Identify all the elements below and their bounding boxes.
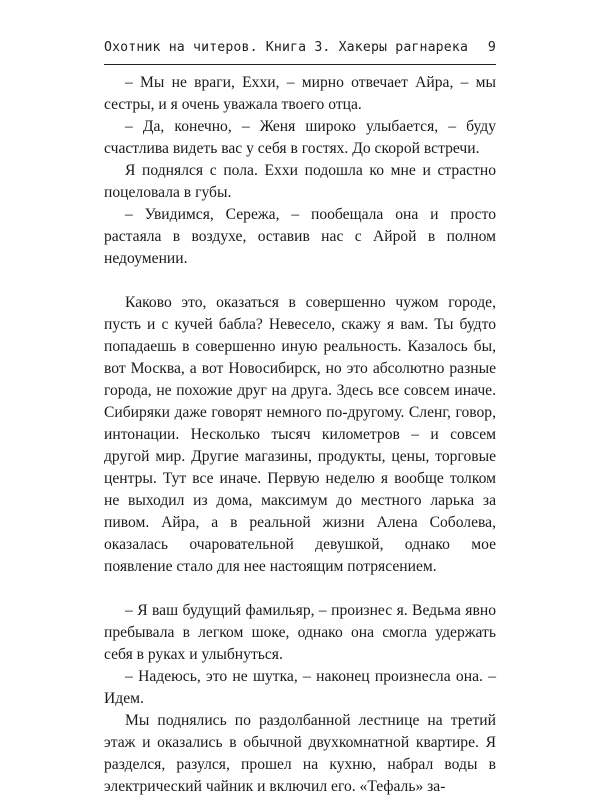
paragraph: – Я ваш будущий фамильяр, – произнес я. Ведьма явно пребывала в легком шоке, однако она смогла удержать себя в руках и улыбнуться. — [104, 602, 496, 663]
page-body — [104, 72, 496, 798]
paragraph: Я поднялся с пола. Еххи подошла ко мне и страстно поцеловала в губы. — [104, 162, 496, 201]
paragraph: Каково это, оказаться в совершенно чужом городе, пусть и с кучей бабла? Невесело, скажу я вам. Ты будто попадаешь в совершенно иную реальность. Казалось бы, вот Москва, а вот Новосибирск, но это абсолютно разные города, не похожие друг на друга. Здесь все совсем иначе. Сибиряки даже говорят немного по-другому. Сленг, говор, интонации. Несколько тысяч километров – и совсем другой мир. Другие магазины, продукты, цены, торговые центры. Тут все иначе. Первую неделю я вообще толком не выходил из дома, максимум до местного ларька за пивом. Айра, а в реальной жизни Алена Соболева, оказалась очаровательной девушкой, однако мое появление стало для нее настоящим потрясением. — [104, 294, 496, 575]
paragraph: – Да, конечно, – Женя широко улыбается, – буду счастлива видеть вас у себя в гостях. До скорой встречи. — [104, 118, 496, 157]
paragraph: – Мы не враги, Еххи, – мирно отвечает Айра, – мы сестры, и я очень уважала твоего отца. — [104, 74, 496, 113]
header-rule — [104, 64, 496, 65]
paragraph: Мы поднялись по раздолбанной лестнице на третий этаж и оказались в обычной двухкомнатной квартире. Я разделся, разулся, прошел на кухню, набрал воды в электрический чайник и включил его. «Тефаль» за- — [104, 712, 496, 795]
page-number: 9 — [487, 40, 496, 55]
running-header — [104, 40, 496, 62]
paragraph: – Надеюсь, это не шутка, – наконец произнесла она. – Идем. — [104, 668, 496, 707]
paragraph: – Увидимся, Сережа, – пообещала она и просто растаяла в воздухе, оставив нас с Айрой в полном недоумении. — [104, 206, 496, 267]
running-title: Охотник на читеров. Книга 3. Хакеры рагнарека — [104, 40, 469, 55]
